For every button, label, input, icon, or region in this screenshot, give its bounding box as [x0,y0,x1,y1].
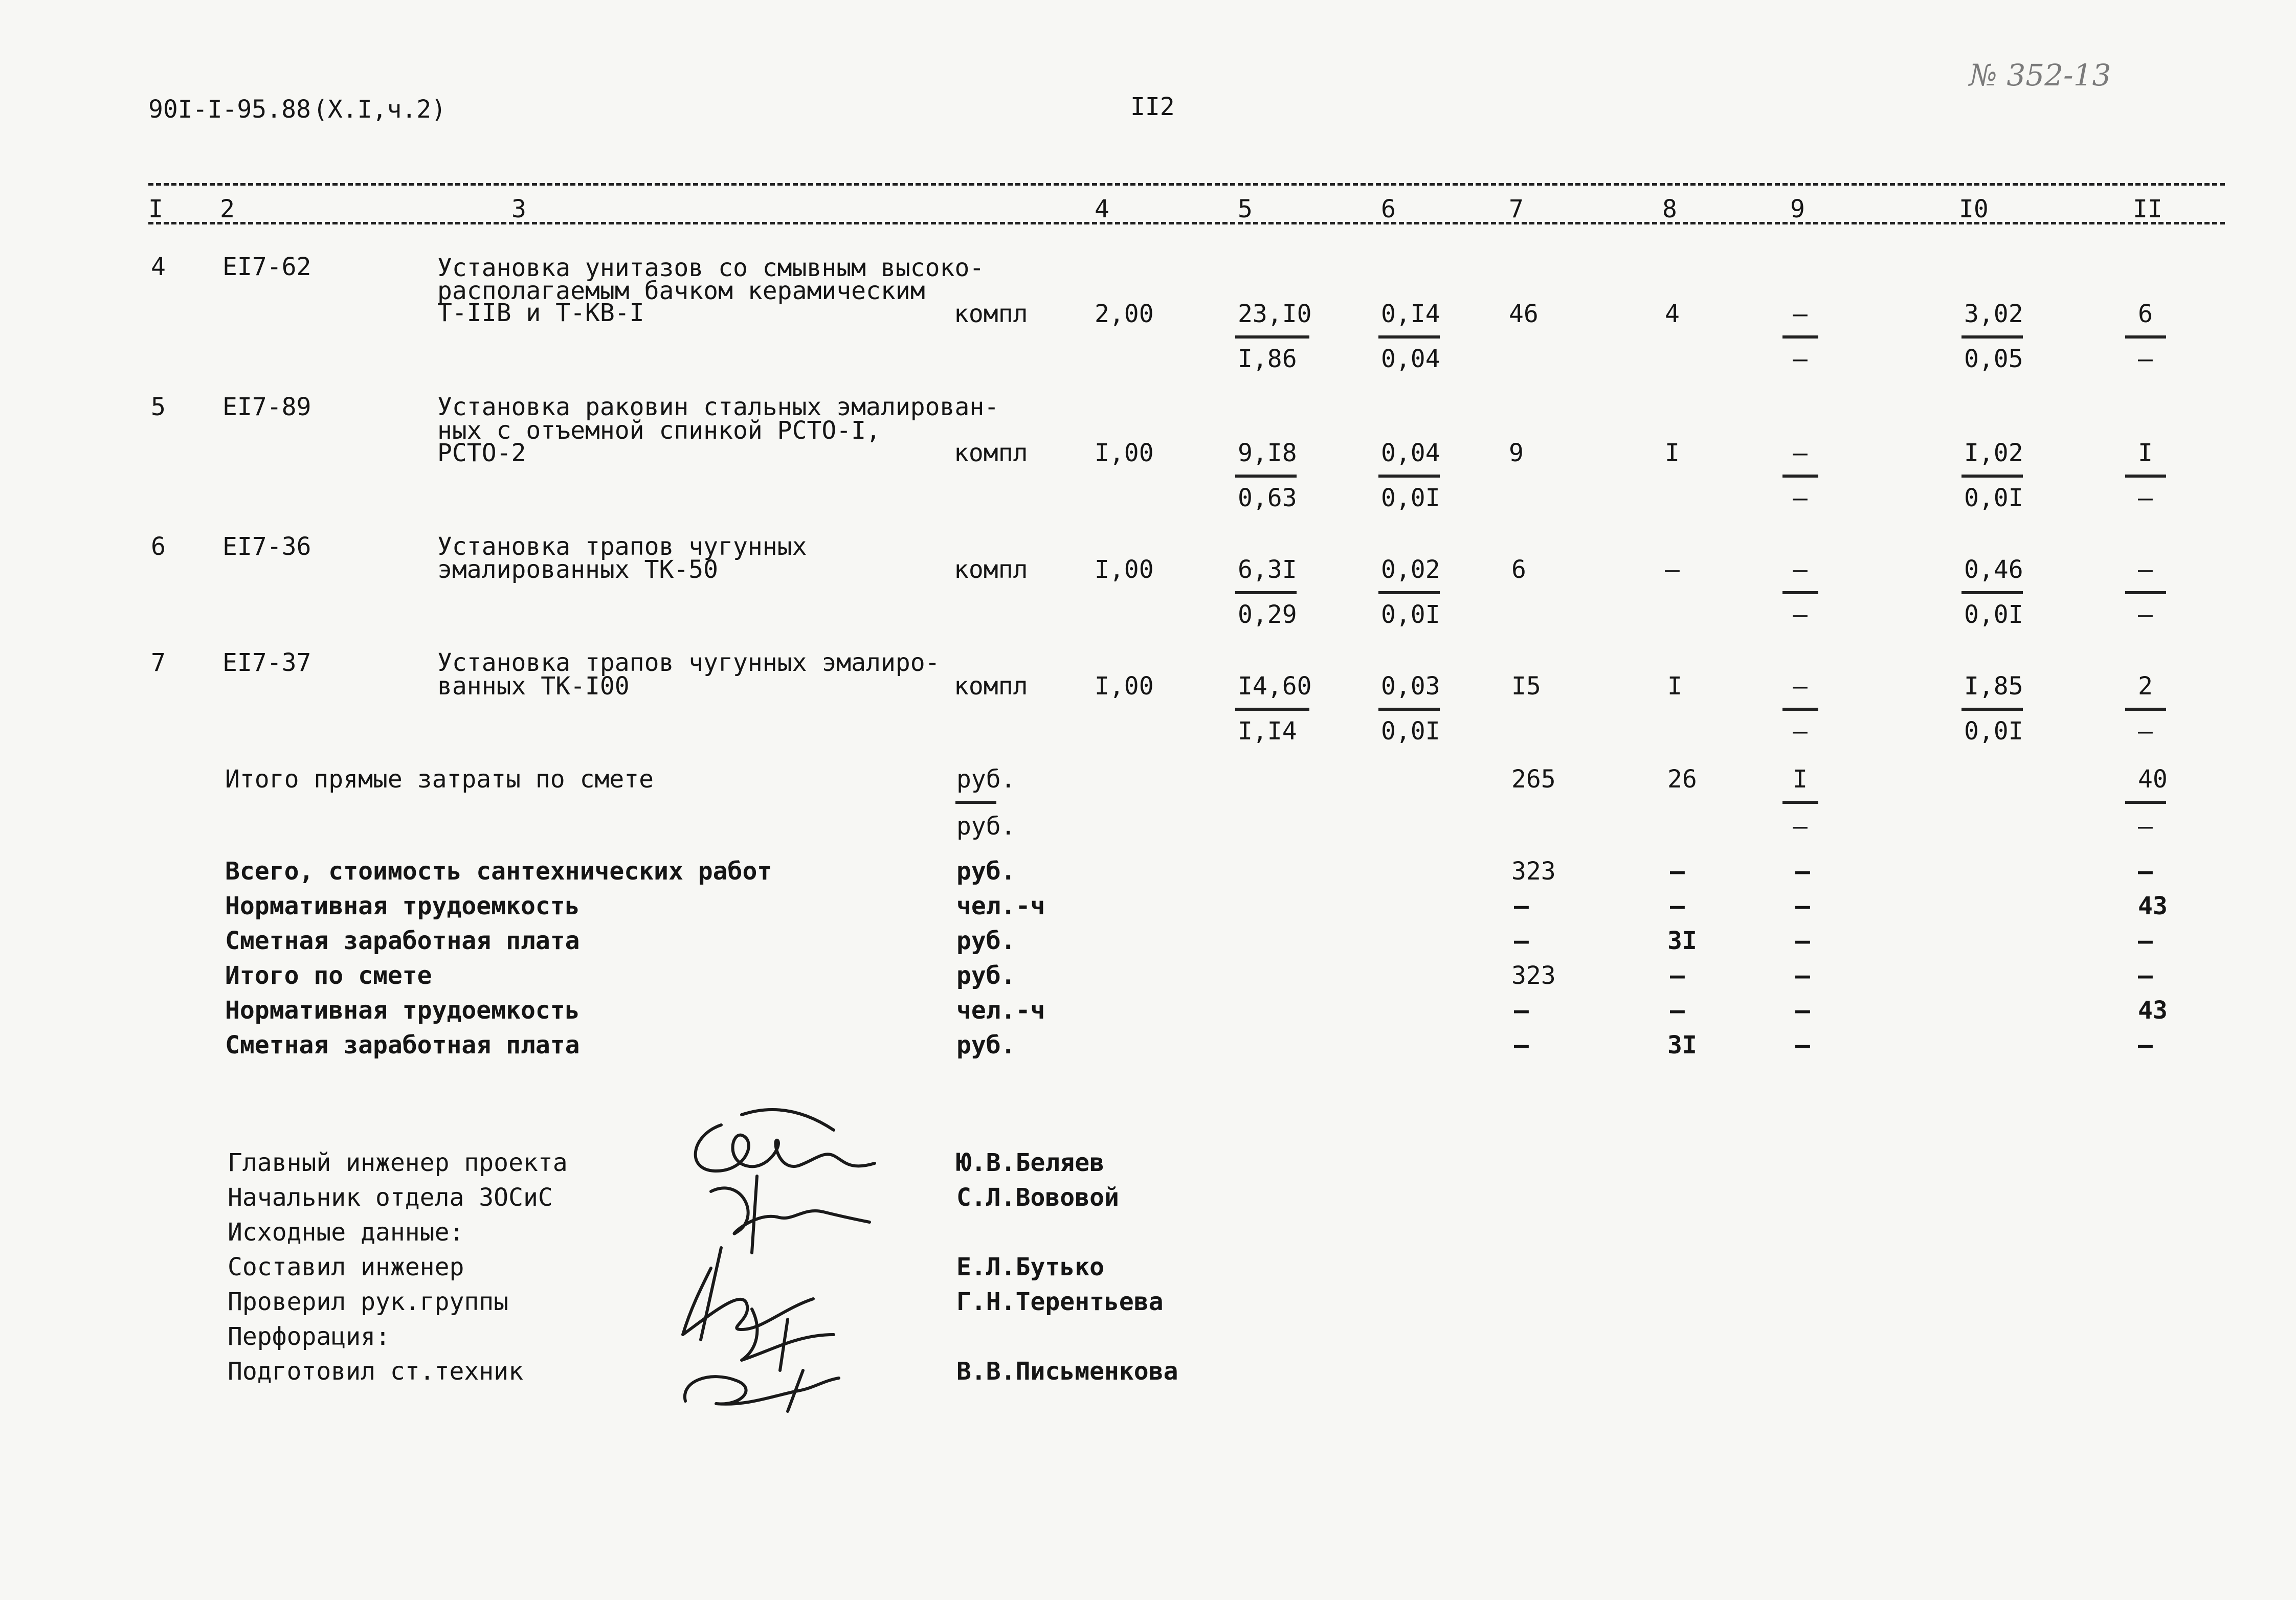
row-col9-bottom: – [1793,600,1808,629]
row-col9-top: – [1793,555,1808,584]
row-col11-bottom: – [2138,484,2153,512]
row-col5-top: 9,I8 [1238,439,1297,467]
total-label: Итого по смете [225,961,432,990]
row-col10-bottom: 0,05 [1964,345,2023,373]
row-code: EI7-62 [222,253,311,281]
row-col7: 9 [1509,439,1524,467]
row-col7: I5 [1511,672,1541,701]
row-number: 5 [151,393,166,421]
handwritten-signatures [680,1094,936,1411]
row-col9-bottom: – [1793,345,1808,373]
signature-name: Е.Л.Бутько [956,1253,1104,1281]
row-code: EI7-37 [222,648,311,677]
row-col6-top: 0,02 [1381,555,1440,584]
total-col9: – [1795,996,1810,1025]
total-label: Нормативная трудоемкость [225,892,580,920]
total-unit: руб. [956,927,1016,955]
row-code: EI7-89 [222,393,311,421]
handwritten-reference: № 352-13 [1969,58,2111,93]
total-col9: – [1795,927,1810,955]
total-col8: – [1670,961,1685,990]
row-col6-top: 0,03 [1381,672,1440,701]
column-header: 2 [220,195,235,223]
row-col10-top: 0,46 [1964,555,2023,584]
total-unit: руб. [956,1031,1016,1060]
row-quantity: 2,00 [1095,300,1154,328]
signature-name: Г.Н.Терентьева [956,1288,1164,1316]
row-col10-top: I,02 [1964,439,2023,467]
total-col7: – [1514,892,1529,920]
total-col8: 3I [1667,927,1697,955]
row-col8: I [1665,439,1680,467]
row-description-line: РСТО-2 [437,439,526,467]
row-number: 7 [151,648,166,677]
column-header: I0 [1959,195,1989,223]
signature-role: Начальник отдела ЗОСиС [228,1183,553,1212]
total-col8: – [1670,857,1685,886]
total-unit: руб. [956,961,1016,990]
row-col9-bottom: – [1793,484,1808,512]
signature-role: Исходные данные: [228,1218,464,1247]
row-quantity: I,00 [1095,555,1154,584]
row-col8: – [1665,555,1680,584]
row-description-line: Установка трапов чугунных [437,532,807,561]
row-col11-top: 6 [2138,300,2153,328]
row-col6-top: 0,04 [1381,439,1440,467]
row-description-line: эмалированных ТК-50 [437,555,719,584]
row-unit: компл [954,555,1028,584]
row-col9-top: – [1793,672,1808,701]
total-unit: руб. [956,857,1016,886]
total-unit: чел.-ч [956,996,1045,1025]
row-unit: компл [954,672,1028,701]
row-col6-bottom: 0,04 [1381,345,1440,373]
row-description-line: Установка унитазов со смывным высоко- [437,254,985,282]
total-label: Всего, стоимость сантехнических работ [225,857,772,886]
row-col11-bottom: – [2138,600,2153,629]
page-number: II2 [1130,93,1175,121]
column-header: I [148,195,163,223]
total-col9: – [1795,857,1810,886]
total-label: Сметная заработная плата [225,927,580,955]
row-col8: 4 [1665,300,1680,328]
total-col8: 26 [1667,765,1697,794]
signature-role: Составил инженер [228,1253,464,1281]
total-unit: руб. [956,765,1016,794]
row-code: EI7-36 [222,532,311,561]
total-col11: – [2138,857,2153,886]
total-col8: – [1670,892,1685,920]
signature-name: В.В.Письменкова [956,1357,1178,1386]
row-col5-bottom: I,86 [1238,345,1297,373]
total-col8: – [1670,996,1685,1025]
row-col5-top: 23,I0 [1238,300,1312,328]
total-col9: – [1795,892,1810,920]
row-number: 6 [151,532,166,561]
total-col9: – [1795,961,1810,990]
row-col10-bottom: 0,0I [1964,717,2023,746]
total-col11: 43 [2138,996,2168,1025]
row-unit: компл [954,300,1028,328]
row-col5-bottom: 0,63 [1238,484,1297,512]
total-unit: руб. [956,812,1016,841]
signature-role: Главный инженер проекта [228,1148,568,1177]
total-col7: – [1514,927,1529,955]
total-col11: – [2138,961,2153,990]
row-description-line: Т-IIВ и Т-КВ-I [437,299,644,327]
total-col11: – [2138,927,2153,955]
row-col11-bottom: – [2138,345,2153,373]
row-description-line: располагаемым бачком керамическим [437,277,925,305]
row-col5-bottom: 0,29 [1238,600,1297,629]
row-col11-top: I [2138,439,2153,467]
row-col11-top: 2 [2138,672,2153,701]
row-description-line: ных с отъемной спинкой РСТО-I, [437,416,881,445]
row-col9-top: – [1793,439,1808,467]
total-label: Сметная заработная плата [225,1031,580,1060]
total-col7: – [1514,1031,1529,1060]
total-col7: 265 [1511,765,1556,794]
column-header: 7 [1509,195,1524,223]
row-description-line: Установка раковин стальных эмалирован- [437,393,999,421]
row-col5-bottom: I,I4 [1238,717,1297,746]
total-col11: 40 [2138,765,2168,794]
row-number: 4 [151,253,166,281]
row-col6-bottom: 0,0I [1381,484,1440,512]
row-col11-bottom: – [2138,717,2153,746]
total-label: Нормативная трудоемкость [225,996,580,1025]
column-header: 5 [1238,195,1253,223]
total-col11: – [2138,1031,2153,1060]
row-col6-top: 0,I4 [1381,300,1440,328]
total-col7: 323 [1511,857,1556,886]
column-header: 3 [511,195,526,223]
row-col7: 6 [1511,555,1526,584]
column-header: 8 [1662,195,1677,223]
row-col10-top: 3,02 [1964,300,2023,328]
row-col9-top: – [1793,300,1808,328]
column-header: 4 [1095,195,1109,223]
row-col7: 46 [1509,300,1539,328]
row-unit: компл [954,439,1028,467]
signature-name: С.Л.Вововой [956,1183,1119,1212]
row-col9-bottom: – [1793,717,1808,746]
row-col10-bottom: 0,0I [1964,600,2023,629]
signature-role: Перфорация: [228,1322,390,1351]
row-col6-bottom: 0,0I [1381,717,1440,746]
total-col9: I [1793,765,1808,794]
total-col11: 43 [2138,892,2168,920]
row-col11-top: – [2138,555,2153,584]
total-label: Итого прямые затраты по смете [225,765,654,794]
column-header: 6 [1381,195,1396,223]
row-col10-top: I,85 [1964,672,2023,701]
total-col9: – [1795,1031,1810,1060]
total-col8: 3I [1667,1031,1697,1060]
row-col10-bottom: 0,0I [1964,484,2023,512]
row-quantity: I,00 [1095,672,1154,701]
total-col7: – [1514,996,1529,1025]
row-col6-bottom: 0,0I [1381,600,1440,629]
column-header: 9 [1790,195,1805,223]
signature-role: Подготовил ст.техник [228,1357,523,1386]
row-col5-top: I4,60 [1238,672,1312,701]
row-col5-top: 6,3I [1238,555,1297,584]
total-col11: – [2138,812,2153,841]
signature-role: Проверил рук.группы [228,1288,509,1316]
total-col9: – [1793,812,1808,841]
row-quantity: I,00 [1095,439,1154,467]
total-unit: чел.-ч [956,892,1045,920]
signature-name: Ю.В.Беляев [956,1148,1104,1177]
document-code: 90I-I-95.88 [148,95,311,124]
document-part: (X.I,ч.2) [313,95,447,124]
column-header: II [2133,195,2163,223]
total-col7: 323 [1511,961,1556,990]
row-description-line: ванных ТК-I00 [437,672,630,701]
row-description-line: Установка трапов чугунных эмалиро- [437,648,940,677]
row-col8: I [1667,672,1682,701]
